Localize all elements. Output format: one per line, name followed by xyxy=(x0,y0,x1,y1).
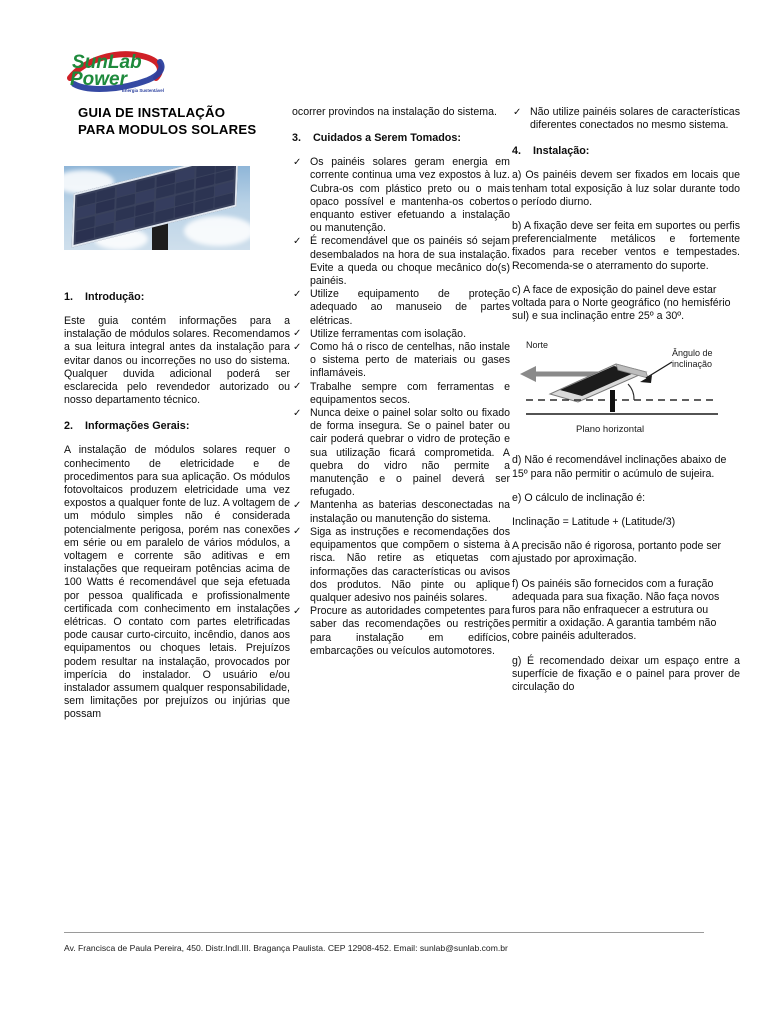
section-3-bullet-list xyxy=(292,156,510,658)
section-3-title: Cuidados a Serem Tomados: xyxy=(313,132,461,145)
logo-tagline: Energia Sustentável xyxy=(122,88,164,93)
section-2-title: Informações Gerais: xyxy=(85,420,190,433)
footer-divider xyxy=(64,932,704,933)
logo-word-sunlab: SunLab xyxy=(72,52,142,73)
page-title-line2: PARA MODULOS SOLARES xyxy=(78,122,257,137)
checkmark-icon: ✓ xyxy=(293,526,302,538)
section-4-item-b: b) A fixação deve ser feita em suportes ou perfis preferencialmente metálicos e fortemente fixados para receber ventos e tempestades. Recomenda-se o aterramento do suporte. xyxy=(512,220,740,272)
section-4-item-d: d) Não é recomendável inclinações abaixo de 15º para não permitir o acúmulo de sujeira. xyxy=(512,454,727,480)
list-item xyxy=(292,235,510,288)
section-4-item-c: c) A face de exposição do painel deve estar voltada para o Norte geográfico (no hemisfério sul) e sua inclinação entre 25º a 30º. xyxy=(512,283,731,323)
checkmark-icon: ✓ xyxy=(293,288,302,300)
text-column-2 xyxy=(292,106,510,658)
section-4-item-f: f) Os painéis são fornecidos com a furação adequada para sua fixação. Não faça novos furos para não enfraquecer a estrutura ou permitir a oxidação. A garantia também não cobre painéis adulterados. xyxy=(512,577,720,643)
checkmark-icon: ✓ xyxy=(293,499,302,511)
list-item-text: Utilize equipamento de proteção adequado ao manuseio de partes elétricas. xyxy=(310,288,510,327)
list-item xyxy=(292,499,510,525)
checkmark-icon: ✓ xyxy=(293,407,302,419)
section-2-continuation: ocorrer provindos na instalação do sistema. xyxy=(292,106,497,118)
list-item-text: Utilize ferramentas com isolação. xyxy=(310,327,467,340)
list-item xyxy=(292,526,510,605)
section-4-title: Instalação: xyxy=(533,145,590,158)
list-item-text: Siga as instruções e recomendações dos equipamentos que compõem o sistema à risca. Não retire as etiquetas com informações das características ou avisos dos produtos. Não pinte ou aplique qualquer adesivo nos painéis solares. xyxy=(310,525,510,604)
section-3-heading xyxy=(292,132,510,145)
list-item-text: É recomendável que os painéis só sejam desembalados na hora de sua instalação. Evite a queda ou choque mecânico do(s) painéis. xyxy=(310,235,510,288)
section-2-number: 2. xyxy=(64,420,74,433)
section-4-item-a: a) Os painéis devem ser fixados em locais que tenham total exposição à luz solar durante todo o período diurno. xyxy=(512,169,740,208)
diagram-label-north: Norte xyxy=(526,340,549,351)
list-item xyxy=(292,381,510,407)
section-3-bullet-continuation xyxy=(512,106,740,132)
checkmark-icon: ✓ xyxy=(293,156,302,168)
section-1-number: 1. xyxy=(64,291,74,303)
list-item-text: Nunca deixe o painel solar solto ou fixado de forma insegura. Se o painel bater ou cair poderá quebrar o vidro de proteção e sua utilização ficará comprometida. A quebra do vidro não permite a manutenção e o painel deverá ser refugado. xyxy=(310,407,510,499)
diagram-label-horizontal-plane: Plano horizontal xyxy=(576,424,645,436)
text-column-1 xyxy=(64,106,290,722)
sunlab-power-logo xyxy=(64,44,176,96)
list-item-text: Mantenha as baterias desconectadas na instalação ou manutenção do sistema. xyxy=(310,499,510,525)
checkmark-icon: ✓ xyxy=(293,235,302,247)
section-4-heading xyxy=(512,145,740,158)
logo-word-power: Power xyxy=(70,69,128,90)
text-column-3 xyxy=(512,106,740,694)
panel-tilt-diagram xyxy=(512,334,740,442)
list-item-text: Trabalhe sempre com ferramentas e equipamentos secos. xyxy=(310,380,510,406)
page-title-line1: GUIA DE INSTALAÇÃO xyxy=(78,105,226,120)
list-item xyxy=(292,407,510,499)
list-item-text: Não utilize painéis solares de características diferentes conectados no mesmo sistema. xyxy=(530,106,740,132)
list-item xyxy=(292,328,510,341)
support-post xyxy=(610,390,615,412)
list-item-text: Os painéis solares geram energia em corrente continua uma vez expostos à luz. Cubra-os com plástico preto ou o mais opaco possível e mantenha-os cobertos enquanto estiver efetuando a instalação ou manutenção. xyxy=(310,156,510,235)
list-item xyxy=(292,156,510,235)
tilt-angle-arc xyxy=(628,384,634,400)
section-4-item-e: e) O cálculo de inclinação é: xyxy=(512,491,646,504)
section-1-title: Introdução: xyxy=(85,291,145,303)
diagram-label-angle-line2: inclinação xyxy=(672,359,713,370)
section-4-number: 4. xyxy=(512,145,522,158)
checkmark-icon: ✓ xyxy=(293,605,302,617)
section-2-heading xyxy=(64,420,290,433)
section-1-heading xyxy=(64,291,290,304)
section-1-body: Este guia contém informações para a instalação de módulos solares. Recomendamos a sua leitura integral antes da instalação para evitar danos ou incorreções no uso do sistema. Qualquer duvida adicional poderá ser esclarecida pelo revendedor autorizado ou nosso departamento técnico. xyxy=(64,315,290,407)
checkmark-icon: ✓ xyxy=(293,381,302,393)
tilt-formula-note: A precisão não é rigorosa, portanto pode ser ajustado por aproximação. xyxy=(512,540,722,566)
checkmark-icon: ✓ xyxy=(513,106,522,118)
checkmark-icon: ✓ xyxy=(293,341,302,353)
list-item xyxy=(292,288,510,328)
section-4-item-g: g) É recomendado deixar um espaço entre a superfície de fixação e o painel para prover de circulação do xyxy=(512,654,740,694)
checkmark-icon: ✓ xyxy=(293,328,302,340)
footer-address: Av. Francisca de Paula Pereira, 450. Distr.Indl.III. Bragança Paulista. CEP 12908-452. Email: sunlab@sunlab.com.br xyxy=(64,943,508,953)
section-2-body: A instalação de módulos solares requer o conhecimento de eletricidade e de procedimentos para sua aplicação. Os módulos fotovoltaicos produzem eletricidade uma vez expostos a qualquer fonte de luz. A voltagem de um módulo simples não é considerada potencialmente perigosa, porém nas conexões em série ou em paralelo de vários módulos, a voltagem e corrente são aditivas e em instalações que requeiram potências acima de 100 Watts é recomendável que seja efetuada por pessoa qualificada e profissionalmente certificada com conhecimento em instalações elétricas. O contato com partes eletrificadas pode causar curto-circuito, incêndio, danos aos equipamentos ou choques letais. Prejuízos podem resultar na instalação, provocados por imperícia do instalador. O usuário e/ou instalador assumem qualquer responsabilidade, sem limitações por prejuízos ou injúrias que possam xyxy=(64,444,290,721)
list-item-text: Como há o risco de centelhas, não instale o sistema perto de materiais ou gases inflamáveis. xyxy=(310,341,510,380)
list-item xyxy=(292,605,510,658)
section-3-number: 3. xyxy=(292,132,302,145)
tilted-panel-shape xyxy=(550,364,648,402)
diagram-label-angle-line1: Ângulo de xyxy=(672,348,713,359)
list-item xyxy=(292,341,510,381)
list-item xyxy=(512,106,740,132)
tilt-formula: Inclinação = Latitude + (Latitude/3) xyxy=(512,516,676,529)
list-item-text: Procure as autoridades competentes para saber das recomendações ou restrições para instalação em edifícios, embarcações ou veículos automotores. xyxy=(310,605,510,657)
